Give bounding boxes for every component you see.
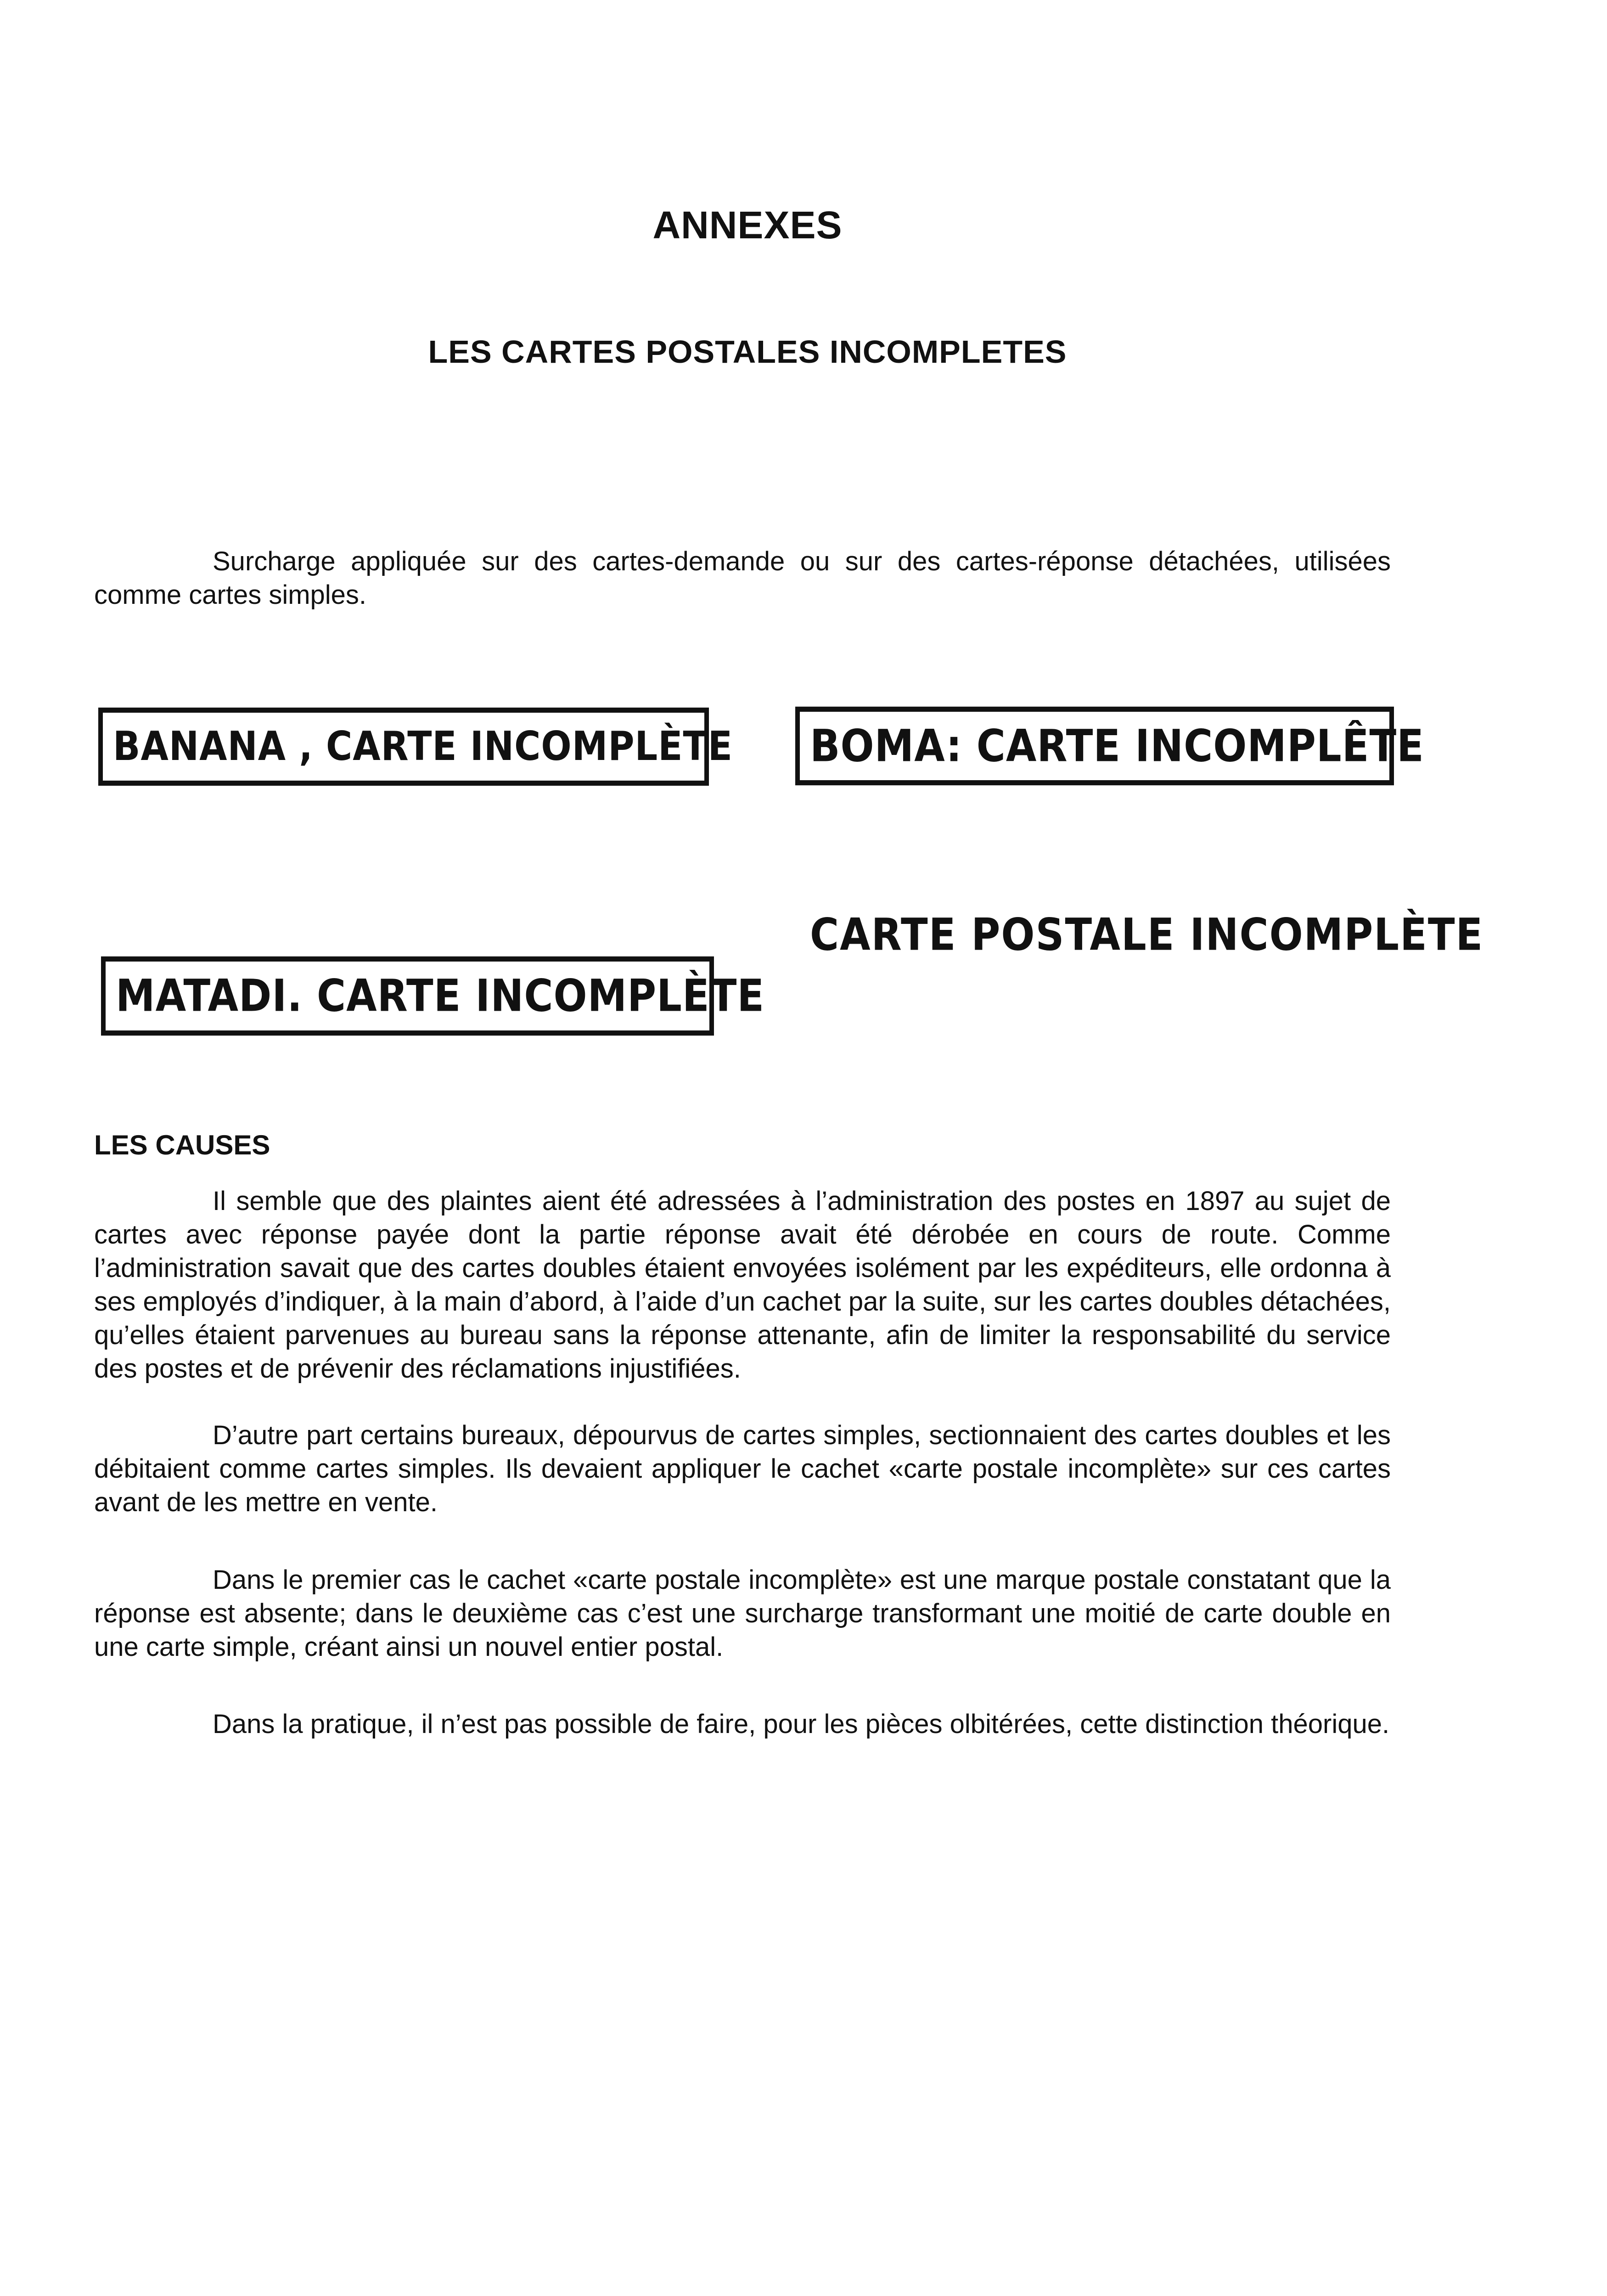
stamp-matadi	[101, 957, 765, 1035]
body-paragraph: Il semble que des plaintes aient été adressées à l’administration des postes en 1897 au sujet de cartes avec réponse payée dont la partie réponse avait été dérobée en cours de route. Comme l’administration savait que des cartes doubles étaient envoyées isolément par les expéditeurs, elle ordonna à ses employés d’indiquer, à la main d’abord, à l’aide d’un cachet par la suite, sur les cartes doubles détachées, qu’elles étaient parvenues au bureau sans la réponse attenante, afin de limiter la responsabilité du service des postes et de prévenir des réclamations injustifiées.	[94, 1186, 1391, 1384]
stamp-matadi-text: MATADI. CARTE INCOMPLÈTE	[116, 970, 765, 1022]
stamp-carte-postale	[810, 909, 1483, 961]
stamp-boma-text: BOMA: CARTE INCOMPLÊTE	[810, 720, 1424, 772]
intro-paragraph: Surcharge appliquée sur des cartes-demande ou sur des cartes-réponse détachées, utilisées comme cartes simples.	[94, 546, 1391, 610]
body-paragraph: Dans le premier cas le cachet «carte postale incomplète» est une marque postale constatant que la réponse est absente; dans le deuxième cas c’est une surcharge transformant une moitié de carte double en une carte simple, créant ainsi un nouvel entier postal.	[94, 1565, 1391, 1662]
page-subtitle: LES CARTES POSTALES INCOMPLETES	[428, 334, 1067, 370]
body-paragraph: Dans la pratique, il n’est pas possible de faire, pour les pièces olbitérées, cette distinction théorique.	[213, 1709, 1390, 1739]
stamp-banana	[98, 708, 733, 786]
body-paragraph: D’autre part certains bureaux, dépourvus de cartes simples, sectionnaient des cartes doubles et les débitaient comme cartes simples. Ils devaient appliquer le cachet «carte postale incomplète» sur ces cartes avant de les mettre en vente.	[94, 1420, 1391, 1517]
section-heading: LES CAUSES	[94, 1130, 270, 1160]
stamp-banana-text: BANANA , CARTE INCOMPLÈTE	[113, 723, 733, 770]
stamp-carte-postale-text: CARTE POSTALE INCOMPLÈTE	[810, 909, 1484, 961]
page-title: ANNEXES	[652, 203, 843, 247]
stamp-boma	[795, 707, 1424, 785]
